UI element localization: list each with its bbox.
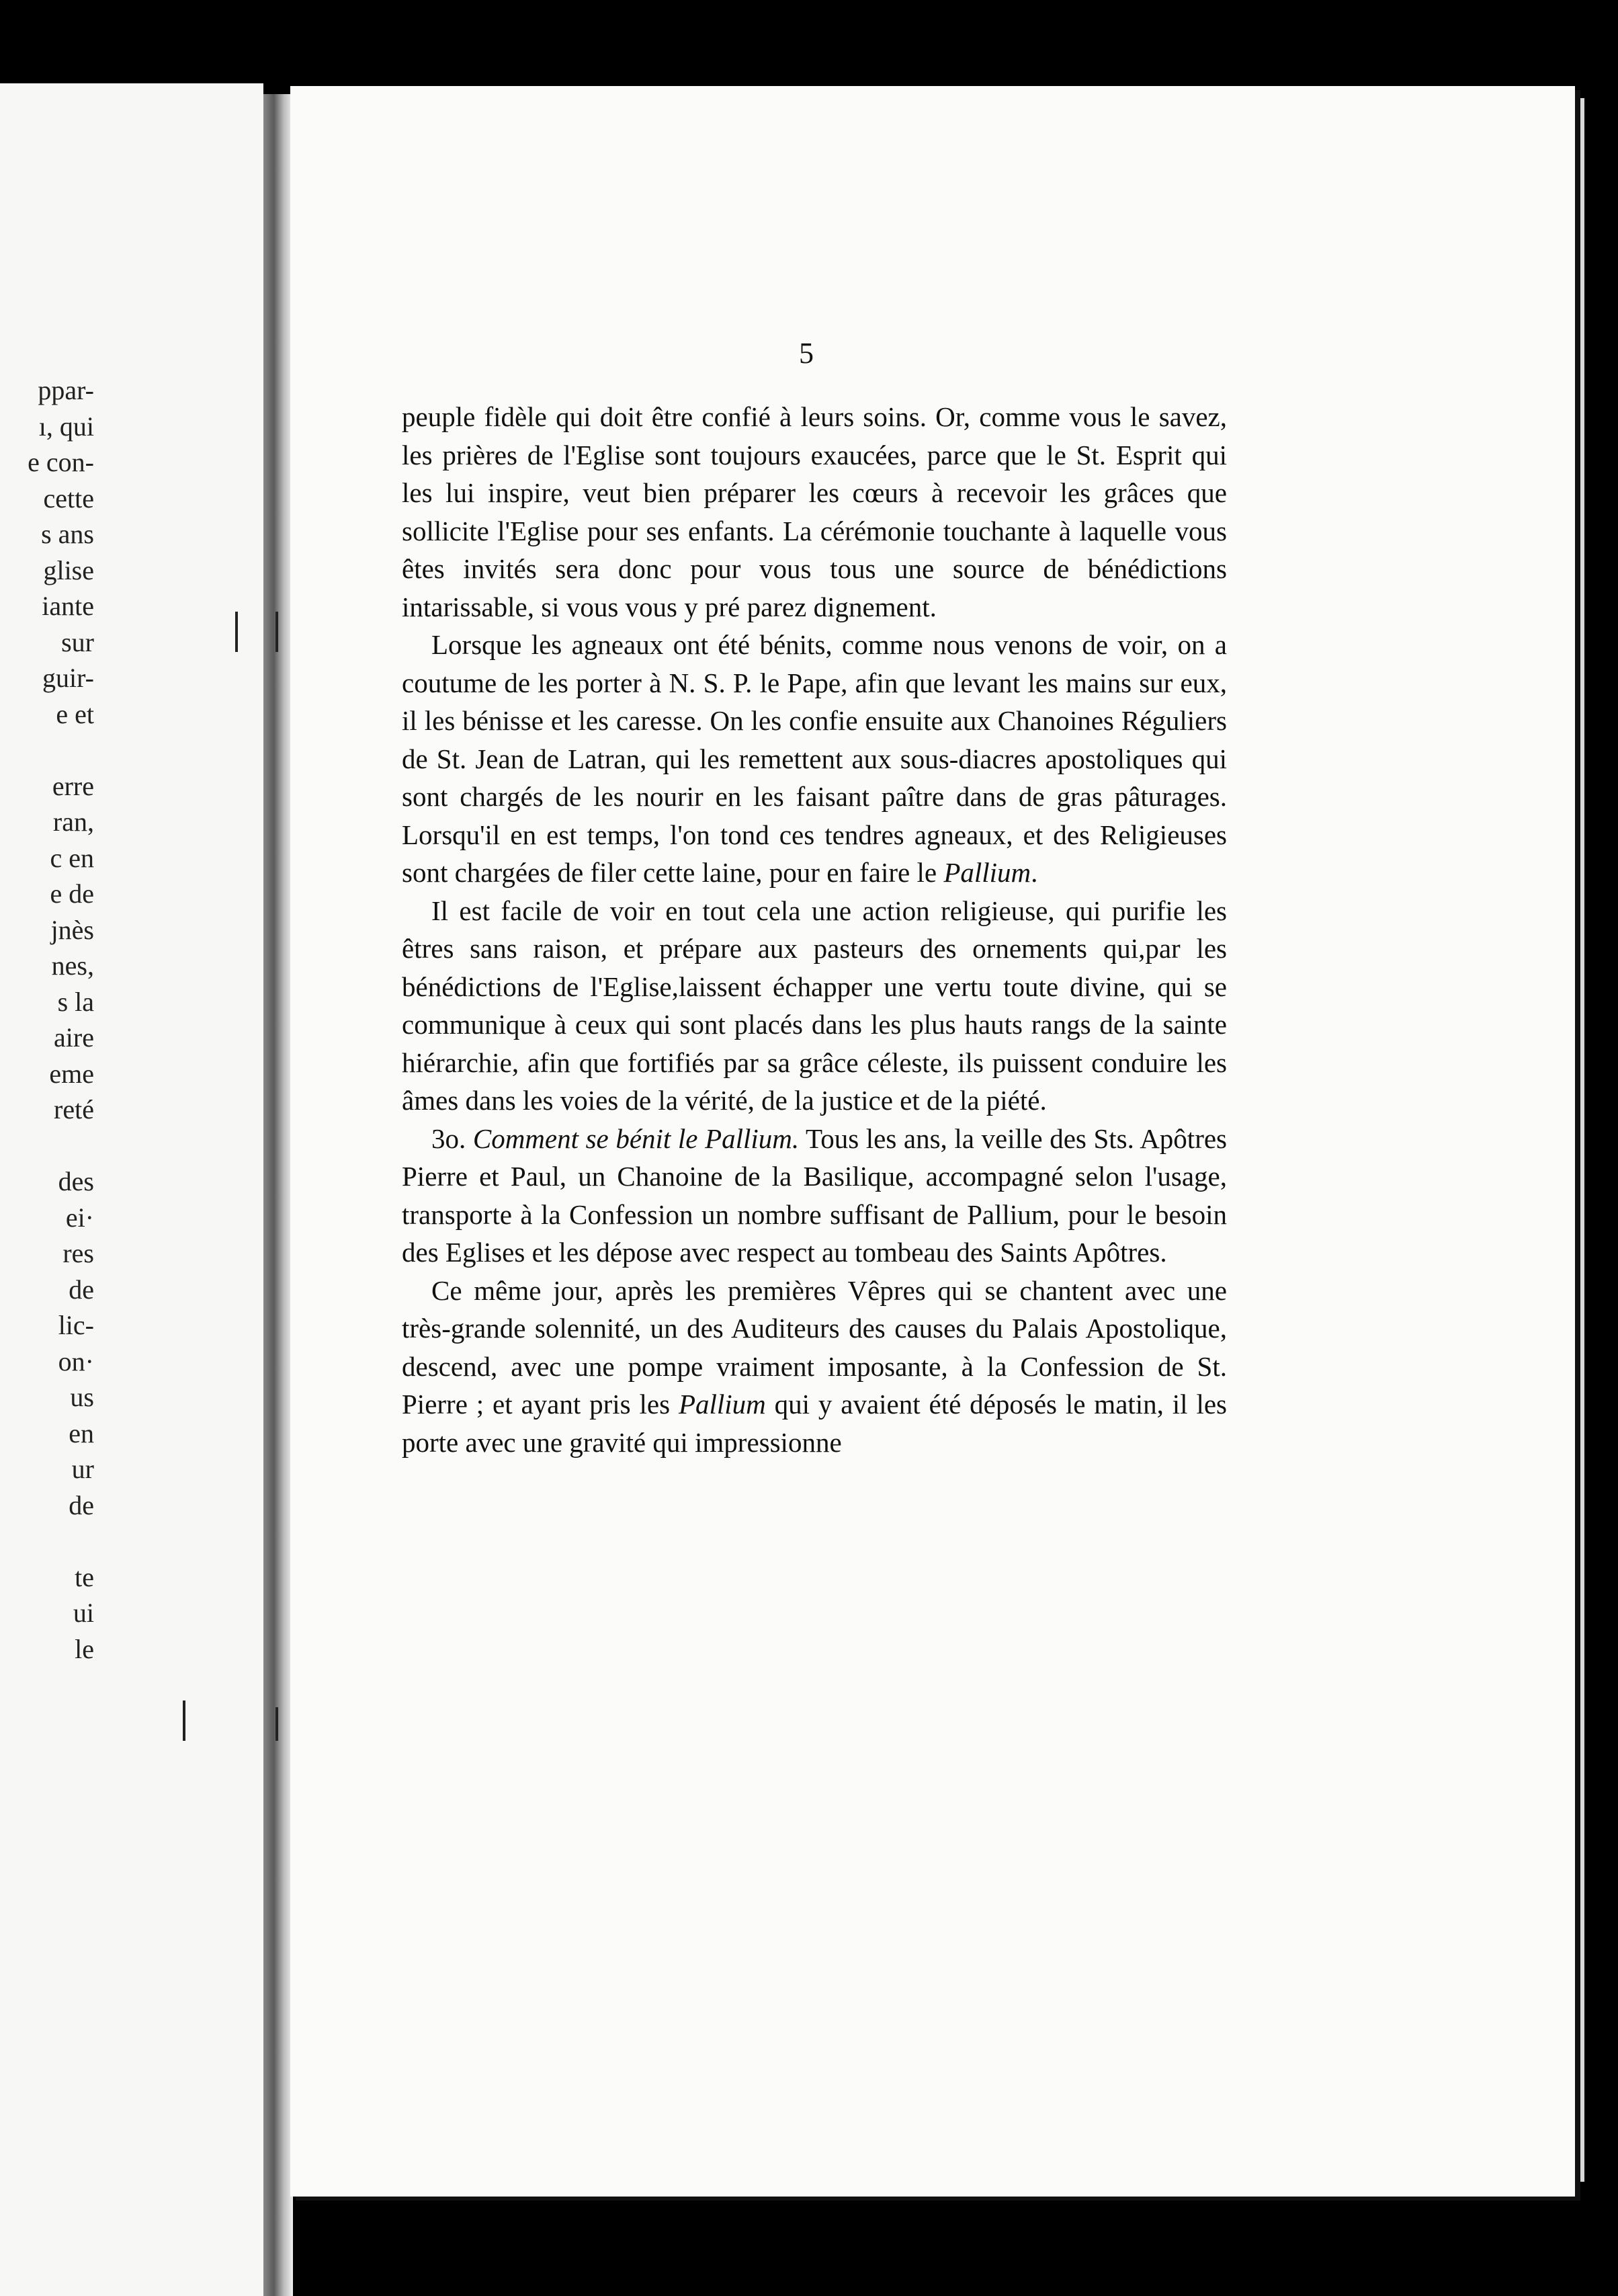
left-fragment-line: des (58, 1166, 94, 1196)
margin-mark (183, 1700, 185, 1741)
left-fragment-line: nes, (51, 950, 94, 981)
left-fragment-line: lic- (58, 1310, 94, 1340)
left-fragment-line: te (75, 1561, 94, 1592)
margin-mark (275, 1707, 278, 1741)
page-edge (1575, 98, 1584, 2182)
italic-text: Pallium (943, 857, 1031, 888)
text-run: . (1031, 857, 1038, 888)
left-fragment-line: aire (54, 1022, 94, 1053)
left-fragment-line: on· (58, 1346, 94, 1377)
left-fragment-line: c en (50, 842, 94, 873)
left-fragment-line: us (70, 1382, 94, 1412)
left-fragment-line: le (75, 1633, 94, 1664)
text-run: Il est facile de voir en tout cela une action religieuse, qui purifie les êtres sans raison, et prépare aux pasteurs des ornements qui,par les bénédictions de l'Eglise,laissent échapper une vertu toute divine, qui se communique à ceux qui sont placés dans les plus hauts rangs de la sainte hiérarchie, afin que fortifiés par sa grâce céleste, ils puissent conduire les âmes dans les voies de la vérité, de la justice et de la piété. (402, 895, 1227, 1116)
text-run: Ce même jour, après les premières Vêpres qui se chantent avec une très-grande solennité, un des Auditeurs des causes du Palais Apostolique, descend, avec une pompe vraiment imposante, à la Confession de St. Pierre ; et ayant pris les (402, 1274, 1227, 1420)
left-fragment-line: ı, qui (38, 411, 94, 442)
left-fragment-line: ppar- (38, 375, 94, 405)
left-fragment-line: ur (71, 1454, 94, 1484)
left-fragment-line: ui (73, 1598, 94, 1628)
left-fragment-line: s la (57, 986, 94, 1017)
text-run: 3o. (431, 1122, 473, 1154)
left-fragment-line: erre (52, 770, 94, 801)
left-fragment-line: sur (61, 626, 94, 657)
paragraph (402, 1120, 1227, 1272)
italic-text: Pallium (678, 1389, 766, 1420)
left-fragment-line: e con- (28, 447, 94, 477)
paragraph (402, 398, 1227, 626)
paragraph (402, 1272, 1227, 1462)
left-page (0, 83, 263, 2296)
body-text (402, 398, 1227, 1461)
left-fragment-line: de (69, 1274, 94, 1305)
text-run: Lorsque les agneaux ont été bénits, comme nous venons de voir, on a coutume de les porter à N. S. P. le Pape, afin que levant les mains sur eux, il les bénisse et les caresse. On les confie ensuite aux Chanoines Réguliers de St. Jean de Latran, qui les remettent aux sous-diacres apostoliques qui sont chargés de les nourir en les faisant paître dans de gras pâturages. Lorsqu'il en est temps, l'on tond ces tendres agneaux, et des Religieuses sont chargées de filer cette laine, pour en faire le (402, 629, 1227, 888)
margin-mark (235, 612, 238, 652)
left-fragment-line: res (62, 1238, 94, 1268)
left-fragment-line: iante (42, 591, 94, 621)
text-run: Tous les ans, la veille des Sts. Apôtres Pierre et Paul, un Chanoine de la Basilique, accompagné selon l'usage, transporte à la Confession un nombre suffisant de Pallium, pour le besoin des Eglises et les dépose avec respect au tombeau des Saints Apôtres. (402, 1122, 1228, 1268)
left-fragment-line: glise (43, 555, 94, 585)
italic-text: Comment se bénit le Pallium. (472, 1122, 800, 1154)
left-fragment-line: jnès (50, 914, 94, 945)
text-run: peuple fidèle qui doit être confié à leurs soins. Or, comme vous le savez, les prières de l'Eglise sont toujours exaucées, parce que le St. Esprit qui les lui inspire, veut bien préparer les cœurs à recevoir les grâces que sollicite l'Eglise pour ses enfants. La cérémonie touchante à laquelle vous êtes invités sera donc pour vous tous une source de bénédictions intarissable, si vous vous y pré parez dignement. (402, 401, 1227, 622)
left-fragment-line: guir- (42, 663, 94, 693)
left-fragment-line: en (69, 1418, 94, 1448)
left-fragment-line (0, 732, 94, 768)
paragraph (402, 892, 1227, 1120)
margin-mark (275, 612, 278, 652)
left-fragment-line (0, 1523, 94, 1559)
left-fragment-line: eme (49, 1058, 94, 1089)
paragraph (402, 626, 1227, 892)
text-run: qui y avaient été déposés le matin, il les porte avec une gravité qui impressionne (402, 1389, 1227, 1458)
page-number: 5 (799, 337, 814, 370)
book-gutter (263, 94, 293, 2296)
left-fragment-line: s ans (41, 519, 94, 549)
left-page-fragments (0, 372, 94, 1667)
left-fragment-line: ei· (65, 1202, 94, 1233)
left-fragment-line: reté (54, 1094, 94, 1124)
left-fragment-line (0, 1128, 94, 1164)
left-fragment-line: de (69, 1489, 94, 1520)
left-fragment-line: e et (56, 698, 94, 729)
left-fragment-line: e de (50, 878, 94, 909)
left-fragment-line: cette (43, 483, 94, 514)
left-fragment-line: ran, (52, 807, 94, 837)
